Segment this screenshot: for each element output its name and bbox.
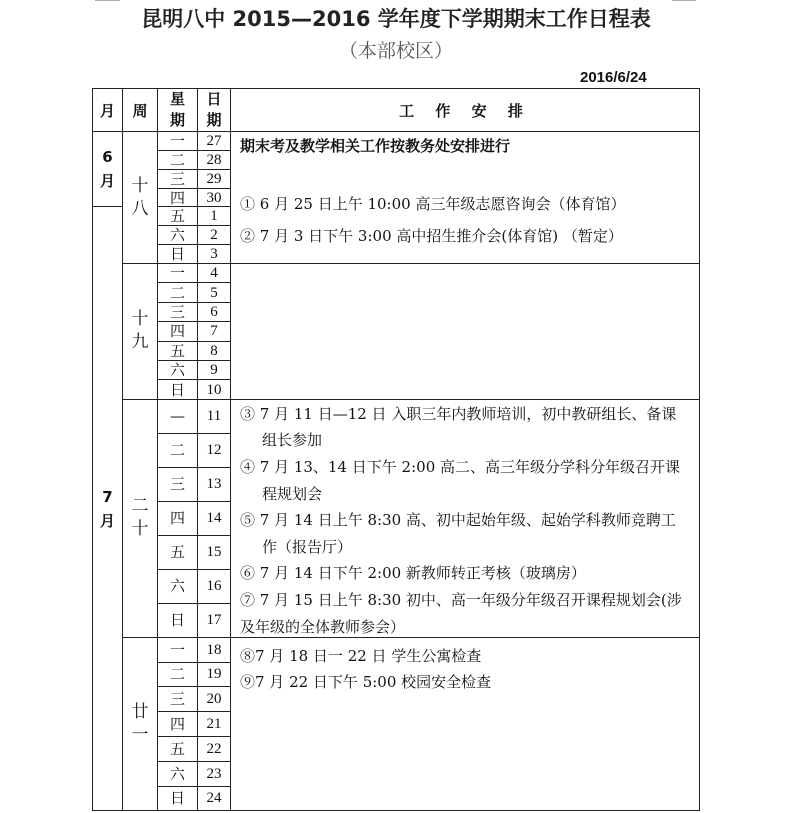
header-week <box>123 89 158 132</box>
month-label: 7月 <box>100 487 116 530</box>
page-corner-mark <box>672 0 696 1</box>
header-month-label: 月 <box>99 101 115 120</box>
week-label: 十九 <box>131 309 149 353</box>
schedule-item <box>240 507 699 560</box>
schedule-item-line: ② 7 月 3 日下午 3:00 高中招生推介会(体育馆) （暂定） <box>240 227 623 245</box>
weekday-cell: 六 <box>158 226 198 245</box>
weekday-cell: — <box>158 399 198 433</box>
arrangement-content <box>231 638 699 703</box>
date-cell: 8 <box>198 341 231 360</box>
schedule-item-line: ⑦ 7 月 15 日上午 8:30 初中、高一年级分年级召开课程规划会(涉 <box>240 590 682 609</box>
schedule-item <box>240 191 699 217</box>
schedule-row <box>93 264 700 283</box>
weekday-cell: 五 <box>158 341 198 360</box>
weekday-cell: 一 <box>158 637 198 662</box>
weekday-cell: 六 <box>158 360 198 379</box>
arrangement-cell <box>231 399 700 637</box>
weekday-cell: 日 <box>158 786 198 811</box>
weekday-cell: 日 <box>158 603 198 637</box>
arrangement-heading: 期末考及教学相关工作按教务处安排进行 <box>240 137 511 155</box>
header-row <box>93 89 700 132</box>
schedule-item-line: ⑨7 月 22 日下午 5:00 校园安全检查 <box>240 672 492 691</box>
date-cell: 12 <box>198 433 231 467</box>
date-cell: 2 <box>198 226 231 245</box>
schedule-item-line: ① 6 月 25 日上午 10:00 高三年级志愿咨询会（体育馆） <box>240 195 626 213</box>
arrangement-cell <box>231 264 700 400</box>
page-corner-mark <box>95 0 120 1</box>
week-cell <box>123 637 158 811</box>
date-cell: 27 <box>198 132 231 151</box>
schedule-item <box>240 223 699 249</box>
date-cell: 4 <box>198 264 231 283</box>
schedule-item-line: 作（报告厅） <box>262 537 353 556</box>
weekday-cell: 三 <box>158 302 198 321</box>
schedule-item <box>240 454 699 507</box>
date-cell: 5 <box>198 283 231 302</box>
arrangement-cell <box>231 132 700 264</box>
header-date <box>198 89 231 132</box>
date-cell: 17 <box>198 603 231 637</box>
date-cell: 30 <box>198 188 231 207</box>
arrangement-content <box>231 132 699 253</box>
date-cell: 19 <box>198 662 231 687</box>
arrangement-content <box>231 400 699 636</box>
schedule-body <box>93 132 700 811</box>
date-cell: 10 <box>198 380 231 399</box>
schedule-item-line: 组长参加 <box>262 431 323 450</box>
weekday-cell: 三 <box>158 169 198 188</box>
week-cell <box>123 399 158 637</box>
weekday-cell: 二 <box>158 662 198 687</box>
weekday-cell: 三 <box>158 467 198 501</box>
schedule-item <box>240 643 699 669</box>
weekday-cell: 二 <box>158 150 198 169</box>
date-cell: 11 <box>198 399 231 433</box>
date-cell: 18 <box>198 637 231 662</box>
month-cell <box>93 132 123 207</box>
date-cell: 20 <box>198 687 231 712</box>
week-label: 十八 <box>131 175 149 219</box>
schedule-item <box>240 669 699 695</box>
schedule-row <box>93 399 700 433</box>
weekday-cell: 一 <box>158 132 198 151</box>
weekday-cell: 四 <box>158 322 198 341</box>
week-cell <box>123 132 158 264</box>
header-weekday-label: 星期 <box>170 90 186 129</box>
weekday-cell: 三 <box>158 687 198 712</box>
weekday-cell: 日 <box>158 245 198 264</box>
month-cell <box>93 207 123 811</box>
date-cell: 22 <box>198 736 231 761</box>
weekday-cell: 日 <box>158 380 198 399</box>
header-date-label: 日期 <box>206 90 222 129</box>
schedule-table <box>92 88 700 811</box>
schedule-item <box>240 587 699 637</box>
date-cell: 6 <box>198 302 231 321</box>
weekday-cell: 五 <box>158 736 198 761</box>
schedule-item-line: 及年级的全体教师参会） <box>240 617 406 636</box>
schedule-item-line: ⑥ 7 月 14 日下午 2:00 新教师转正考核（玻璃房） <box>240 564 586 583</box>
date-cell: 21 <box>198 712 231 737</box>
week-cell <box>123 264 158 400</box>
header-arrangement <box>231 89 700 132</box>
schedule-item-line: ④ 7 月 13、14 日下午 2:00 高二、高三年级分学科分年级召开课 <box>240 457 681 476</box>
header-week-label: 周 <box>132 101 148 120</box>
schedule-item <box>240 560 699 587</box>
document-date: 2016/6/24 <box>580 69 647 86</box>
date-cell: 9 <box>198 360 231 379</box>
month-label: 6月 <box>100 148 116 191</box>
weekday-cell: 四 <box>158 188 198 207</box>
header-month <box>93 89 123 132</box>
date-cell: 29 <box>198 169 231 188</box>
schedule-row <box>93 637 700 662</box>
date-cell: 13 <box>198 467 231 501</box>
weekday-cell: 二 <box>158 283 198 302</box>
document-subtitle: （本部校区） <box>338 40 453 62</box>
weekday-cell: 六 <box>158 761 198 786</box>
date-cell: 23 <box>198 761 231 786</box>
weekday-cell: 五 <box>158 535 198 569</box>
schedule-item-line: 程规划会 <box>262 484 323 503</box>
week-label: 廿一 <box>131 702 149 746</box>
schedule-item-line: ⑤ 7 月 14 日上午 8:30 高、初中起始年级、起始学科教师竞聘工 <box>240 511 676 530</box>
schedule-item-line: ⑧7 月 18 日一 22 日 学生公寓检查 <box>240 646 482 665</box>
week-label: 二十 <box>131 496 149 540</box>
document-title: 昆明八中 2015—2016 学年度下学期期末工作日程表 <box>141 7 651 31</box>
weekday-cell: 四 <box>158 712 198 737</box>
date-cell: 3 <box>198 245 231 264</box>
arrangement-cell <box>231 637 700 811</box>
weekday-cell: 四 <box>158 501 198 535</box>
header-weekday <box>158 89 198 132</box>
schedule-item-line: ③ 7 月 11 日—12 日 入职三年内教师培训，初中教研组长、备课 <box>240 404 677 423</box>
date-cell: 24 <box>198 786 231 811</box>
date-cell: 28 <box>198 150 231 169</box>
date-cell: 15 <box>198 535 231 569</box>
schedule-row <box>93 132 700 151</box>
date-cell: 16 <box>198 569 231 603</box>
header-arrangement-label: 工 作 安 排 <box>399 101 531 120</box>
schedule-item <box>240 401 699 454</box>
date-cell: 14 <box>198 501 231 535</box>
weekday-cell: 五 <box>158 207 198 226</box>
date-cell: 1 <box>198 207 231 226</box>
weekday-cell: 一 <box>158 264 198 283</box>
weekday-cell: 六 <box>158 569 198 603</box>
date-cell: 7 <box>198 322 231 341</box>
weekday-cell: 二 <box>158 433 198 467</box>
